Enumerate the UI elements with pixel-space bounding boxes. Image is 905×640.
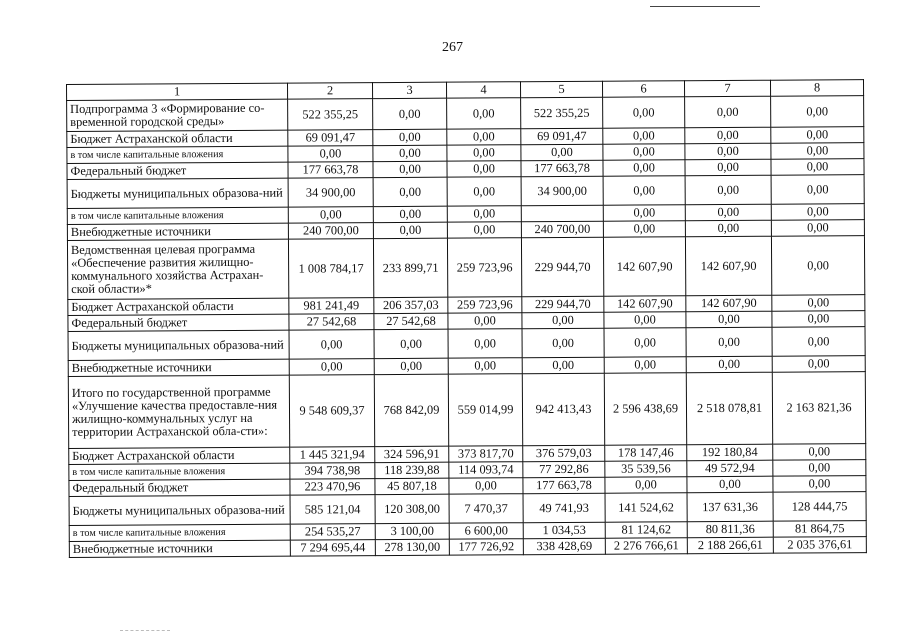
value-cell: 0,00 xyxy=(772,356,865,373)
value-cell: 0,00 xyxy=(603,176,685,206)
row-label: в том числе капитальные вложения xyxy=(67,207,288,224)
value-cell: 0,00 xyxy=(448,358,522,374)
value-cell: 0,00 xyxy=(686,327,772,357)
value-cell: 0,00 xyxy=(604,328,686,358)
value-cell: 142 607,90 xyxy=(685,236,771,296)
row-label: Ведомственная целевая программа «Обеспечение развития жилищно-коммунального хозяйства Астрахан-ской области»* xyxy=(67,239,288,299)
value-cell: 120 308,00 xyxy=(375,494,449,523)
value-cell: 0,00 xyxy=(605,477,687,494)
value-cell: 0,00 xyxy=(603,221,685,238)
row-label: в том числе капитальные вложения xyxy=(69,524,290,541)
value-cell: 0,00 xyxy=(448,329,522,358)
value-cell: 522 355,25 xyxy=(288,99,373,131)
top-rule xyxy=(650,6,760,7)
value-cell: 0,00 xyxy=(773,460,866,477)
table-row xyxy=(67,236,864,300)
value-cell: 142 607,90 xyxy=(686,295,772,312)
row-label: Бюджет Астраханской области xyxy=(67,130,288,147)
value-cell: 0,00 xyxy=(603,97,685,129)
row-label: Бюджет Астраханской области xyxy=(68,298,289,315)
value-cell: 0,00 xyxy=(604,312,686,329)
value-cell: 0,00 xyxy=(772,295,865,312)
row-label: Внебюджетные источники xyxy=(67,223,288,240)
value-cell: 0,00 xyxy=(449,478,523,494)
value-cell: 0,00 xyxy=(687,476,773,493)
value-cell: 141 524,62 xyxy=(605,493,687,523)
value-cell: 0,00 xyxy=(771,220,864,237)
value-cell: 192 180,84 xyxy=(687,444,773,461)
value-cell: 34 900,00 xyxy=(288,178,373,208)
row-label: в том числе капитальные вложения xyxy=(67,146,288,163)
value-cell: 177 663,78 xyxy=(288,162,373,179)
value-cell: 259 723,96 xyxy=(447,238,521,297)
value-cell: 0,00 xyxy=(685,96,771,128)
row-label: Федеральный бюджет xyxy=(67,162,288,179)
value-cell: 0,00 xyxy=(772,327,865,357)
value-cell: 118 239,88 xyxy=(375,462,449,478)
value-cell: 128 444,75 xyxy=(773,492,866,522)
value-cell: 2 276 766,61 xyxy=(605,538,687,555)
value-cell: 2 035 376,61 xyxy=(773,537,866,554)
value-cell: 3 100,00 xyxy=(375,523,449,539)
value-cell: 2 518 078,81 xyxy=(686,372,772,445)
value-cell: 0,00 xyxy=(685,204,771,221)
value-cell: 2 596 438,69 xyxy=(604,373,686,445)
value-cell: 0,00 xyxy=(771,143,864,160)
header-cell: 7 xyxy=(684,80,770,97)
table-row xyxy=(67,96,864,132)
value-cell: 0,00 xyxy=(521,144,603,161)
value-cell: 0,00 xyxy=(373,222,447,238)
value-cell: 376 579,03 xyxy=(523,445,605,462)
value-cell: 0,00 xyxy=(686,356,772,373)
value-cell: 0,00 xyxy=(288,146,373,163)
row-label: Бюджеты муниципальных образова-ний xyxy=(68,330,289,360)
value-cell: 223 470,96 xyxy=(290,479,375,496)
value-cell: 981 241,49 xyxy=(289,298,374,315)
value-cell: 45 807,18 xyxy=(375,478,449,494)
value-cell: 0,00 xyxy=(603,144,685,161)
page-number: 267 xyxy=(442,40,463,55)
value-cell: 27 542,68 xyxy=(289,314,374,331)
value-cell: 2 188 266,61 xyxy=(687,537,773,554)
budget-table xyxy=(66,79,867,558)
value-cell: 206 357,03 xyxy=(374,297,448,313)
value-cell: 0,00 xyxy=(373,98,447,129)
value-cell: 0,00 xyxy=(771,175,864,205)
value-cell: 0,00 xyxy=(447,145,521,161)
value-cell: 0,00 xyxy=(447,222,521,238)
value-cell: 0,00 xyxy=(685,159,771,176)
value-cell: 177 663,78 xyxy=(521,160,603,177)
value-cell: 9 548 609,37 xyxy=(289,375,374,448)
value-cell: 0,00 xyxy=(288,207,373,224)
row-label: Бюджет Астраханской области xyxy=(69,447,290,464)
value-cell: 0,00 xyxy=(373,177,447,206)
value-cell: 69 091,47 xyxy=(288,130,373,147)
value-cell: 259 723,96 xyxy=(448,297,522,313)
value-cell: 0,00 xyxy=(522,357,604,374)
value-cell: 0,00 xyxy=(603,128,685,145)
value-cell: 0,00 xyxy=(603,160,685,177)
value-cell: 522 355,25 xyxy=(521,97,603,129)
value-cell: 0,00 xyxy=(685,127,771,144)
value-cell: 0,00 xyxy=(447,129,521,145)
value-cell: 81 124,62 xyxy=(605,522,687,539)
table-row xyxy=(68,372,865,449)
value-cell: 1 445 321,94 xyxy=(290,447,375,464)
row-label: Подпрограмма 3 «Формирование со-временной городской среды» xyxy=(67,99,288,131)
value-cell: 240 700,00 xyxy=(521,221,603,238)
row-label: Внебюджетные источники xyxy=(69,540,290,557)
value-cell: 7 470,37 xyxy=(449,494,523,523)
value-cell: 34 900,00 xyxy=(521,176,603,206)
value-cell: 0,00 xyxy=(289,330,374,360)
value-cell: 142 607,90 xyxy=(603,237,685,296)
value-cell: 35 539,56 xyxy=(605,461,687,478)
value-cell: 942 413,43 xyxy=(522,373,604,445)
value-cell: 0,00 xyxy=(685,175,771,205)
value-cell: 0,00 xyxy=(373,129,447,145)
row-label: Бюджеты муниципальных образова-ний xyxy=(69,495,290,525)
value-cell: 559 014,99 xyxy=(448,374,522,446)
value-cell: 0,00 xyxy=(771,159,864,176)
row-label: Внебюджетные источники xyxy=(68,359,289,376)
header-cell: 2 xyxy=(287,83,372,100)
value-cell: 69 091,47 xyxy=(521,128,603,145)
row-label: Итого по государственной программе «Улучшение качества предоставле-ния жилищно-коммунальных услуг на территории Астраханской обла-сти»: xyxy=(68,375,289,448)
value-cell: 324 596,91 xyxy=(375,446,449,462)
value-cell: 373 817,70 xyxy=(449,446,523,462)
value-cell: 0,00 xyxy=(685,143,771,160)
value-cell: 0,00 xyxy=(373,145,447,161)
value-cell: 338 428,69 xyxy=(523,538,605,555)
value-cell: 0,00 xyxy=(373,206,447,222)
value-cell: 394 738,98 xyxy=(290,463,375,480)
value-cell: 278 130,00 xyxy=(375,539,449,555)
value-cell: 0,00 xyxy=(773,444,866,461)
row-label: Федеральный бюджет xyxy=(68,314,289,331)
value-cell: 81 864,75 xyxy=(773,521,866,538)
header-cell: 3 xyxy=(372,82,446,98)
value-cell: 768 842,09 xyxy=(374,374,448,446)
value-cell: 0,00 xyxy=(773,476,866,493)
table-body xyxy=(67,80,867,558)
value-cell: 80 811,36 xyxy=(687,521,773,538)
value-cell: 0,00 xyxy=(447,206,521,222)
header-cell: 5 xyxy=(520,81,602,98)
value-cell: 240 700,00 xyxy=(288,223,373,240)
value-cell: 49 741,93 xyxy=(523,493,605,523)
value-cell: 2 163 821,36 xyxy=(772,372,865,445)
value-cell: 1 008 784,17 xyxy=(288,239,373,299)
value-cell: 6 600,00 xyxy=(449,523,523,539)
header-cell: 1 xyxy=(67,83,288,100)
value-cell: 233 899,71 xyxy=(373,238,447,297)
value-cell: 114 093,74 xyxy=(449,462,523,478)
row-label: в том числе капитальные вложения xyxy=(69,463,290,480)
value-cell: 0,00 xyxy=(771,236,864,296)
value-cell: 0,00 xyxy=(685,220,771,237)
header-cell: 8 xyxy=(770,80,863,97)
value-cell: 0,00 xyxy=(772,311,865,328)
value-cell: 0,00 xyxy=(289,359,374,376)
header-cell: 4 xyxy=(446,82,520,98)
value-cell: 177 726,92 xyxy=(449,539,523,555)
value-cell: 142 607,90 xyxy=(604,296,686,313)
value-cell: 0,00 xyxy=(447,177,521,206)
value-cell: 0,00 xyxy=(447,98,521,129)
value-cell: 0,00 xyxy=(771,127,864,144)
value-cell: 27 542,68 xyxy=(374,313,448,329)
value-cell: 0,00 xyxy=(522,328,604,358)
value-cell: 0,00 xyxy=(771,204,864,221)
value-cell: 0,00 xyxy=(447,161,521,177)
value-cell: 0,00 xyxy=(604,357,686,374)
row-label: Бюджеты муниципальных образова-ний xyxy=(67,178,288,208)
value-cell: 0,00 xyxy=(374,329,448,358)
value-cell: 254 535,27 xyxy=(290,524,375,541)
value-cell: 229 944,70 xyxy=(521,237,603,296)
value-cell: 7 294 695,44 xyxy=(290,540,375,557)
value-cell: 137 631,36 xyxy=(687,492,773,522)
value-cell: 1 034,53 xyxy=(523,522,605,539)
row-label: Федеральный бюджет xyxy=(69,479,290,496)
value-cell: 229 944,70 xyxy=(522,296,604,313)
value-cell: 178 147,46 xyxy=(605,445,687,462)
value-cell: 0,00 xyxy=(522,312,604,329)
value-cell: 0,00 xyxy=(448,313,522,329)
value-cell: 177 663,78 xyxy=(523,477,605,494)
value-cell xyxy=(521,205,603,222)
header-cell: 6 xyxy=(602,81,684,98)
value-cell: 77 292,86 xyxy=(523,461,605,478)
value-cell: 585 121,04 xyxy=(290,495,375,525)
value-cell: 0,00 xyxy=(374,358,448,374)
value-cell: 49 572,94 xyxy=(687,460,773,477)
value-cell: 0,00 xyxy=(603,205,685,222)
value-cell: 0,00 xyxy=(373,161,447,177)
value-cell: 0,00 xyxy=(771,96,864,128)
value-cell: 0,00 xyxy=(686,311,772,328)
stray-mark xyxy=(120,630,170,631)
